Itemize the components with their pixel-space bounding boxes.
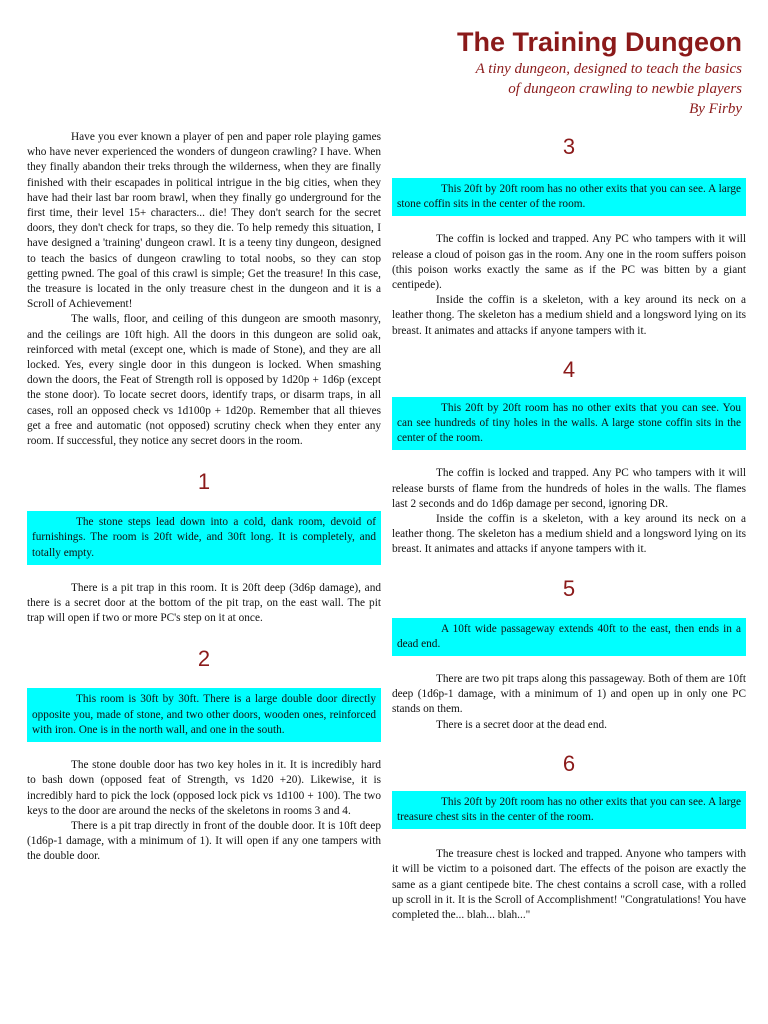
room-1-paragraph: There is a pit trap in this room. It is 20ft deep (3d6p damage), and there is a secret door at the bottom of the pit trap, on the east wall. The pit trap will open if two or more PC's step on it at once. (27, 581, 381, 625)
room-6-description: This 20ft by 20ft room has no other exits that you can see. A large treasure chest sits in the center of the room. (397, 795, 741, 824)
subtitle-line-1: A tiny dungeon, designed to teach the basics (475, 61, 742, 77)
author-byline: By Firby (689, 101, 742, 117)
room-4-description-box (392, 397, 746, 451)
left-column (27, 130, 381, 865)
room-3-paragraph: The coffin is locked and trapped. Any PC who tampers with it will release a cloud of poison gas in the room. Any one in the room suffers poison (this poison works exactly the same as if the PC was bitten by a giant centipede). (392, 233, 746, 292)
document-title: The Training Dungeon (457, 27, 742, 57)
room-3-heading: 3 (562, 134, 576, 159)
subtitle-line-2: of dungeon crawling to newbie players (508, 81, 742, 97)
room-2-heading: 2 (197, 646, 211, 672)
room-6-description-box (392, 791, 746, 829)
room-1-description-box (27, 511, 381, 565)
room-5-description-box (392, 618, 746, 656)
room-6-heading: 6 (562, 750, 576, 776)
room-6-paragraph: The treasure chest is locked and trapped. Anyone who tampers with it will be victim to a poisoned dart. The effects of the poison are exactly the same as a giant centipede bite. The chest contains a scroll case, with a rolled up scroll in it. It is the Scroll of Accomplishment! "Congratulations! You have completed the... blah... blah..." (392, 848, 746, 922)
room-4-paragraph: Inside the coffin is a skeleton, with a key around its neck on a leather thong. The skeleton has a medium shield and a longsword lying on its breast. It animates and attacks if anyone tampers with it. (392, 513, 746, 556)
room-3-description-box (392, 178, 746, 216)
room-1-heading: 1 (197, 469, 211, 495)
intro-paragraph: Have you ever known a player of pen and paper role playing games who have never experienced the wonders of dungeon crawling? I have. When they finally abandon their treks through the wilderness, when they are finally finished with their escapades in political intrigue in the big cities, when they have had their last bar room brawl, when they finally go underground for the first time, their level 15+ characters... die! They don't search for the secret doors, they don't check for traps, so they die. To help remedy this situation, I have designed a 'training' dungeon crawl. It is a teeny tiny dungeon, designed to teach the basics of dungeon crawling to total noobs, so they can stop getting pwned. The goal of this crawl is simple; Get the treasure! In this case, the treasure is located in the only treasure chest in the dungeon and it is a Scroll of Achievement! (27, 131, 381, 311)
room-3-paragraph: Inside the coffin is a skeleton, with a key around its neck on a leather thong. The skeleton has a medium shield and a longsword lying on its breast. It animates and attacks if anyone tampers with it. (392, 294, 746, 337)
intro-paragraph: The walls, floor, and ceiling of this dungeon are smooth masonry, and the ceilings are 10ft high. All the doors in this dungeon are solid oak, reinforced with metal (except one, which is made of Stone), and they are all locked. Yes, every single door in this dungeon is locked. When smashing down the doors, the Feat of Strength roll is opposed by 1d20p + 1d6p (except the stone door). To locate secret doors, identify traps, or disarm traps, in all cases, roll an opposed check vs 1d100p + 1d20p. Remember that all thieves get a free and automatic (not opposed) scrutiny check when they enter any room. If successful, they notice any secret doors in the room. (27, 313, 381, 448)
document-header (457, 26, 742, 118)
room-2-description-box (27, 688, 381, 742)
room-4-heading: 4 (562, 356, 576, 382)
room-5-paragraph: There is a secret door at the dead end. (436, 718, 607, 731)
room-1-description: The stone steps lead down into a cold, dank room, devoid of furnishings. The room is 20ft wide, and 30ft long. It is completely, and totally empty. (32, 516, 376, 559)
room-3-description: This 20ft by 20ft room has no other exits that you can see. A large stone coffin sits in the center of the room. (397, 183, 741, 211)
room-5-paragraph: There are two pit traps along this passageway. Both of them are 10ft deep (1d6p-1 damage, with a minimum of 1) and open up in only one PC stands on them. (392, 673, 746, 716)
room-2-paragraph: The stone double door has two key holes in it. It is incredibly hard to bash down (opposed feat of Strength, vs 1d20 +20). Likewise, it is incredibly hard to pick the lock (opposed lock pick vs 1d100 + 100). The two keys to the door are around the necks of the skeletons in rooms 3 and 4. (27, 759, 381, 817)
room-4-description: This 20ft by 20ft room has no other exits that you can see. You can see hundreds of tiny holes in the walls. A large stone coffin sits in the center of the room. (397, 401, 741, 445)
room-2-description: This room is 30ft by 30ft. There is a large double door directly opposite you, made of stone, and two other doors, wooden ones, reinforced with iron. One is in the north wall, and one in the south. (32, 693, 376, 736)
right-column (392, 130, 746, 923)
room-2-paragraph: There is a pit trap directly in front of the double door. It is 10ft deep (1d6p-1 damage, with a minimum of 1). It will open if any one tampers with the double door. (27, 819, 381, 863)
room-4-paragraph: The coffin is locked and trapped. Any PC who tampers with it will release bursts of flame from the hundreds of holes in the walls. The flames last 2 seconds and do 1d6p damage per second, ignoring DR. (392, 467, 746, 510)
room-5-description: A 10ft wide passageway extends 40ft to the east, then ends in a dead end. (397, 622, 741, 650)
room-5-heading: 5 (562, 575, 576, 601)
